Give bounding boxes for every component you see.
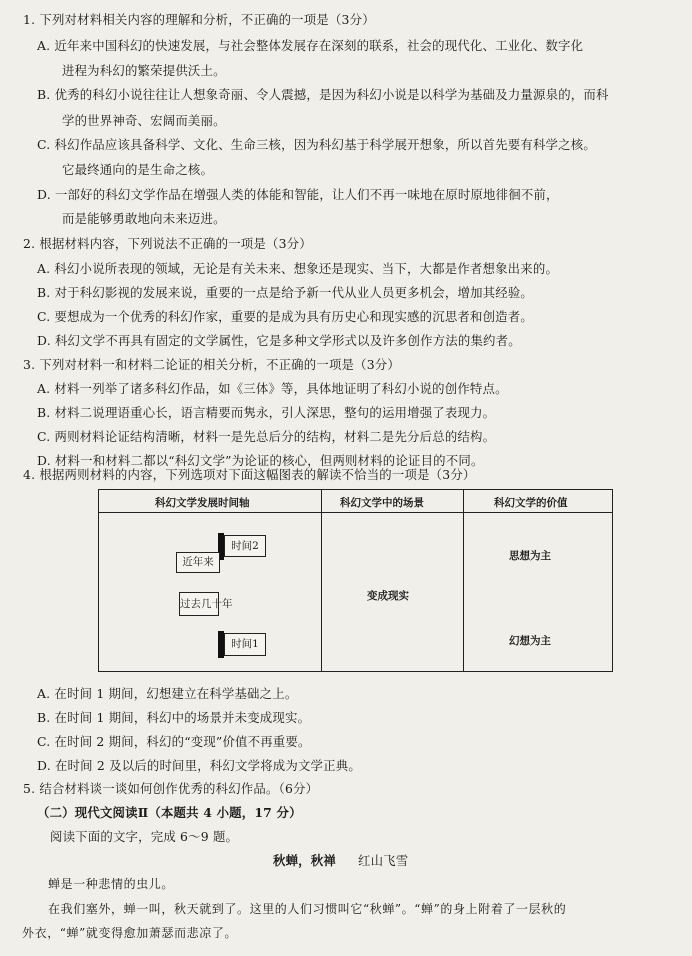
- q3-option-a: A. 材料一列举了诸多科幻作品，如《三体》等，具体地证明了科幻小说的创作特点。: [37, 381, 508, 396]
- q3-stem: 3. 下列对材料一和材料二论证的相关分析，不正确的一项是（3分）: [23, 357, 400, 372]
- q4-option-d: D. 在时间 2 及以后的时间里，科幻文学将成为文学正典。: [37, 758, 361, 773]
- q4-stem: 4. 根据两则材料的内容，下列选项对下面这幅图表的解读不恰当的一项是（3分）: [23, 467, 476, 482]
- q1-option-b: B. 优秀的科幻小说往往让人想象奇丽、令人震撼，是因为科幻小说是以科学为基础及力量源泉的，而科: [37, 87, 609, 102]
- q2-option-d: D. 科幻文学不再具有固定的文学属性，它是多种文学形式以及许多创作方法的集约者。: [37, 333, 521, 348]
- story-paragraph-2-cont: 外衣，“蝉”就变得愈加萧瑟而悲凉了。: [22, 926, 238, 940]
- story-paragraph-2: 在我们塞外，蝉一叫，秋天就到了。这里的人们习惯叫它“秋蝉”。“蝉”的身上附着了一层秋的: [48, 902, 567, 916]
- table-header-value: 科幻文学的价值: [494, 497, 568, 509]
- q4-diagram-table: [98, 489, 613, 672]
- value-fantasy: 幻想为主: [509, 635, 551, 647]
- q4-option-c: C. 在时间 2 期间，科幻的“变现”价值不再重要。: [37, 734, 311, 749]
- recent-years-box: 近年来: [176, 552, 220, 573]
- story-paragraph-1: 蝉是一种悲情的虫儿。: [48, 877, 175, 891]
- q1-stem: 1. 下列对材料相关内容的理解和分析，不正确的一项是（3分）: [23, 12, 375, 27]
- table-divider: [463, 490, 464, 671]
- past-decades-box: 过去几十年: [179, 592, 219, 616]
- table-header-timeline: 科幻文学发展时间轴: [155, 497, 250, 509]
- passage-author: 红山飞雪: [358, 853, 409, 868]
- scene-real: 变成现实: [367, 590, 409, 602]
- q2-option-b: B. 对于科幻影视的发展来说，重要的一点是给予新一代从业人员更多机会，增加其经验。: [37, 285, 534, 300]
- q1-option-b-cont: 学的世界神奇、宏阔而美丽。: [62, 113, 226, 128]
- q5-stem: 5. 结合材料谈一谈如何创作优秀的科幻作品。（6分）: [23, 781, 319, 796]
- passage-title: 秋蝉，秋禅: [273, 853, 336, 868]
- value-thought: 思想为主: [509, 550, 551, 562]
- q1-option-a-cont: 进程为科幻的繁荣提供沃土。: [62, 63, 226, 78]
- table-header-scene: 科幻文学中的场景: [340, 497, 424, 509]
- q2-option-c: C. 要想成为一个优秀的科幻作家，重要的是成为具有历史心和现实感的沉思者和创造者。: [37, 309, 533, 324]
- q1-option-c: C. 科幻作品应该具备科学、文化、生命三核，因为科幻基于科学展开想象，所以首先要有科学之核。: [37, 137, 596, 152]
- q4-option-a: A. 在时间 1 期间，幻想建立在科学基础之上。: [37, 686, 298, 701]
- q3-option-b: B. 材料二说理语重心长，语言精要而隽永，引人深思，整句的运用增强了表现力。: [37, 405, 496, 420]
- q1-option-d-cont: 而是能够勇敢地向未来迈进。: [62, 211, 226, 226]
- q4-option-b: B. 在时间 1 期间，科幻中的场景并未变成现实。: [37, 710, 311, 725]
- q1-option-d: D. 一部好的科幻文学作品在增强人类的体能和智能，让人们不再一味地在原时原地徘徊不前，: [37, 187, 559, 202]
- section-instruction: 阅读下面的文字，完成 6～9 题。: [50, 829, 239, 844]
- section-header: （二）现代文阅读Ⅱ（本题共 4 小题，17 分）: [37, 805, 302, 820]
- q1-option-c-cont: 它最终通向的是生命之核。: [62, 162, 214, 177]
- q1-option-a: A. 近年来中国科幻的快速发展，与社会整体发展存在深刻的联系，社会的现代化、工业化、数字化: [37, 38, 584, 53]
- q2-stem: 2. 根据材料内容，下列说法不正确的一项是（3分）: [23, 236, 312, 251]
- table-divider: [321, 490, 322, 671]
- q2-option-a: A. 科幻小说所表现的领域，无论是有关未来、想象还是现实、当下，大都是作者想象出来的。: [37, 261, 559, 276]
- table-header-divider: [99, 512, 612, 513]
- time2-box: 时间2: [224, 535, 266, 557]
- time1-box: 时间1: [224, 633, 266, 656]
- q3-option-c: C. 两则材料论证结构清晰，材料一是先总后分的结构，材料二是先分后总的结构。: [37, 429, 496, 444]
- q3-option-d: D. 材料一和材料二都以“科幻文学”为论证的核心，但两则材料的论证目的不同。: [37, 453, 484, 468]
